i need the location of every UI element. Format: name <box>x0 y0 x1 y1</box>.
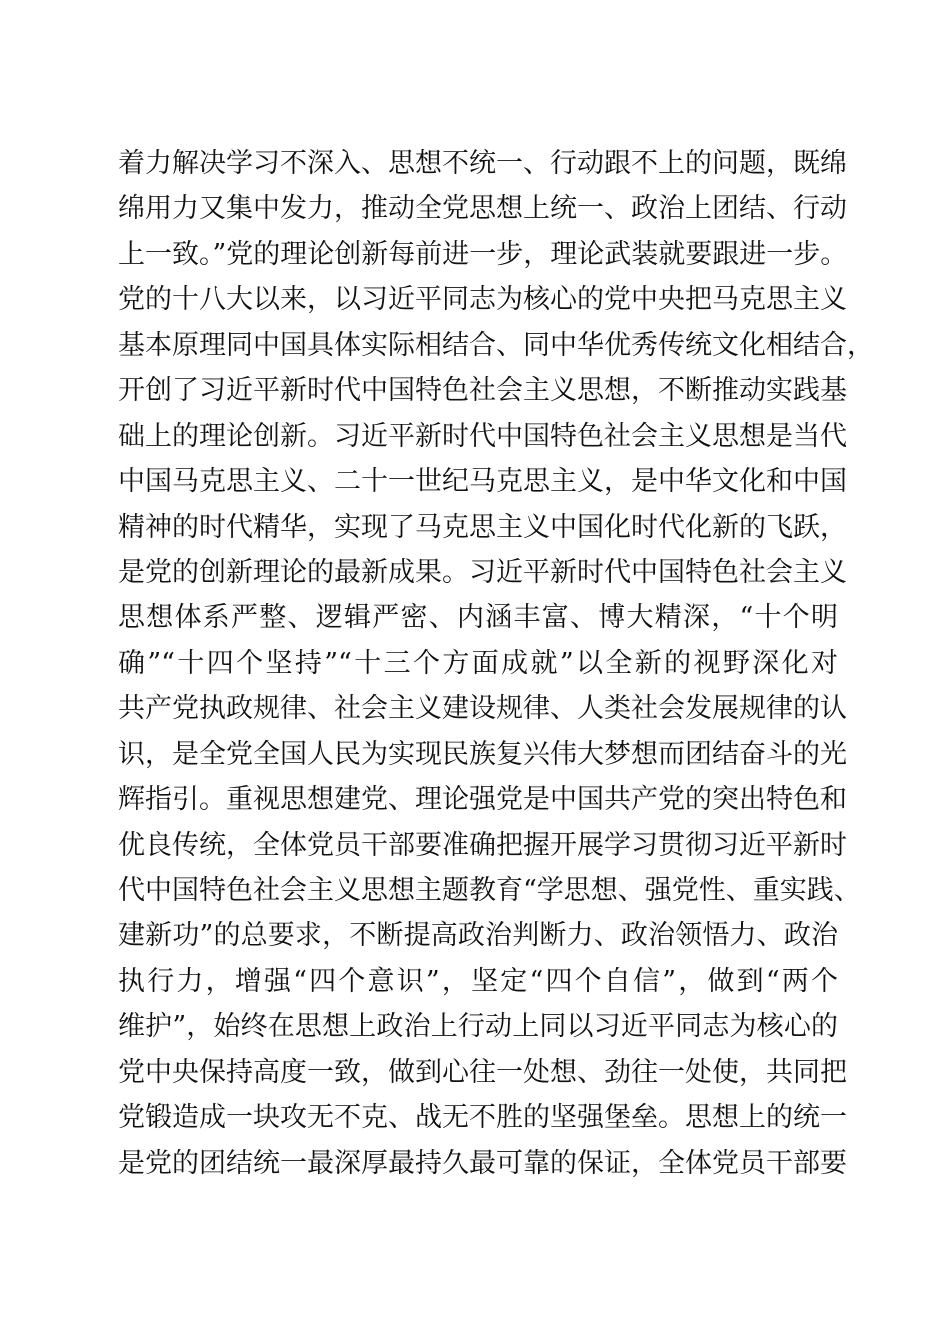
text-line: 维护”，始终在思想上政治上行动上同以习近平同志为核心的 <box>118 1011 838 1043</box>
text-line: 辉指引。重视思想建党、理论强党是中国共产党的突出特色和 <box>118 784 847 816</box>
text-line: 是党的创新理论的最新成果。习近平新时代中国特色社会主义 <box>118 556 847 588</box>
body-paragraph <box>118 141 874 1186</box>
text-line: 共产党执政规律、社会主义建设规律、人类社会发展规律的认 <box>118 693 847 725</box>
text-line: 是党的团结统一最深厚最持久最可靠的保证，全体党员干部要 <box>118 1147 847 1179</box>
text-line: 党锻造成一块攻无不克、战无不胜的坚强堡垒。思想上的统一 <box>118 1102 847 1134</box>
text-line: 着力解决学习不深入、思想不统一、行动跟不上的问题，既绵 <box>118 148 847 179</box>
text-line: 上一致。”党的理论创新每前进一步，理论武装就要跟进一步。 <box>118 238 848 270</box>
text-line: 绵用力又集中发力，推动全党思想上统一、政治上团结、行动 <box>118 193 847 225</box>
text-line: 中国马克思主义、二十一世纪马克思主义，是中华文化和中国 <box>118 466 847 498</box>
text-line: 执行力，增强“四个意识”，坚定“四个自信”，做到“两个 <box>118 965 838 997</box>
text-line: 确”“十四个坚持”“十三个方面成就”以全新的视野深化对 <box>118 647 838 679</box>
text-line: 党中央保持高度一致，做到心往一处想、劲往一处使，共同把 <box>118 1056 847 1088</box>
text-line: 优良传统，全体党员干部要准确把握开展学习贯彻习近平新时 <box>118 829 847 861</box>
text-line: 党的十八大以来，以习近平同志为核心的党中央把马克思主义 <box>118 284 847 316</box>
text-line: 代中国特色社会主义思想主题教育“学思想、强党性、重实践、 <box>118 875 861 906</box>
text-line: 精神的时代精华，实现了马克思主义中国化时代化新的飞跃， <box>118 511 847 543</box>
text-line: 识，是全党全国人民为实现民族复兴伟大梦想而团结奋斗的光 <box>118 738 847 770</box>
text-line: 开创了习近平新时代中国特色社会主义思想，不断推动实践基 <box>118 375 847 407</box>
text-line: 思想体系严整、逻辑严密、内涵丰富、博大精深，“十个明 <box>118 602 838 634</box>
text-line: 基本原理同中国具体实际相结合、同中华优秀传统文化相结合， <box>118 329 874 361</box>
text-line: 础上的理论创新。习近平新时代中国特色社会主义思想是当代 <box>118 420 847 452</box>
text-line: 建新功”的总要求，不断提高政治判断力、政治领悟力、政治 <box>118 920 838 952</box>
